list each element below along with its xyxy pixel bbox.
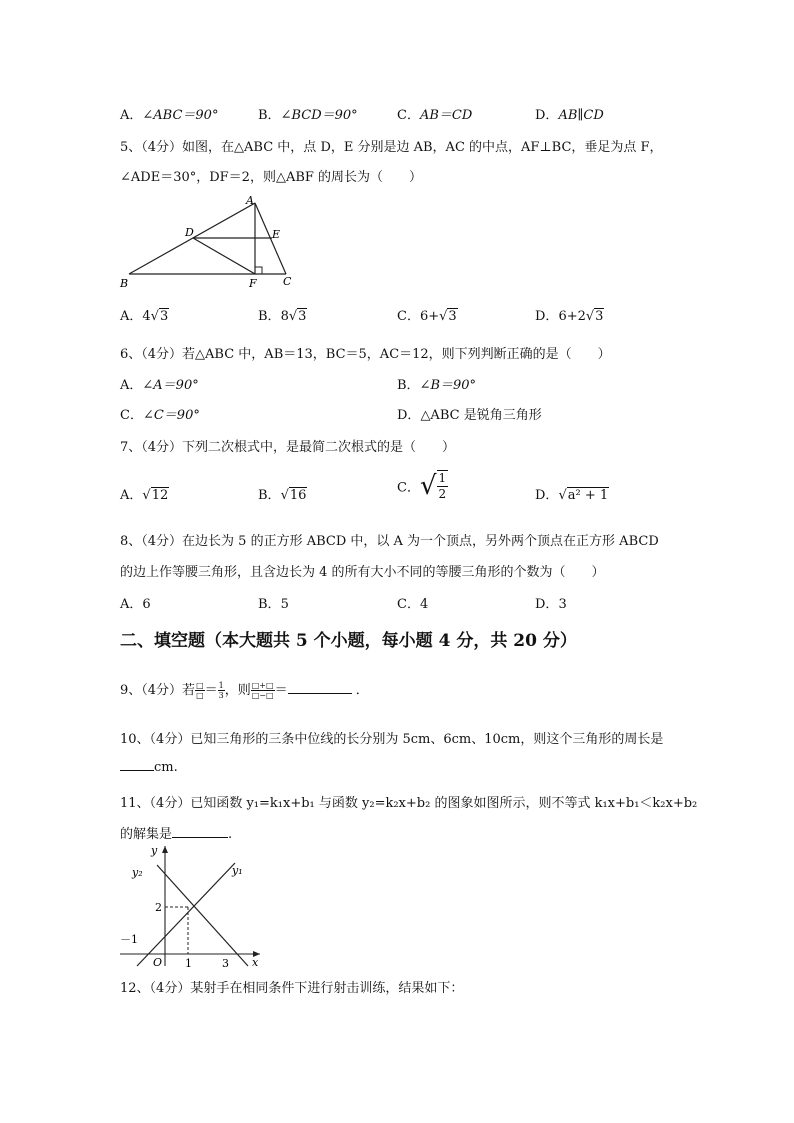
q5-option-a: A．4√3 [120,309,169,324]
q11-stem-line1: 11、（4分）已知函数 y₁=k₁x+b₁ 与函数 y₂=k₂x+b₂ 的图象如图所示，则不等式 k₁x+b₁＜k₂x+b₂ [120,796,698,811]
q9-answer-blank[interactable] [288,693,352,694]
q10-stem: 10、（4分）已知三角形的三条中位线的长分别为 5cm、6cm、10cm，则这个三角形的周长是 [120,732,664,747]
y-tick-2-label: 2 [155,901,162,914]
point-c-label: C [283,275,292,288]
point-a-label: A [246,194,254,207]
q8-option-c: C．4 [397,597,429,612]
y2-line-label: y₂ [132,866,143,879]
q12-stem: 12、（4分）某射手在相同条件下进行射击训练，结果如下： [120,981,464,996]
q7-option-d: D．√a² + 1 [535,488,609,503]
q11-stem-line2: 的解集是 . [120,827,233,842]
q5-triangle-figure [115,192,305,292]
q5-option-c: C．6+√3 [397,309,457,324]
q6-option-a: A．∠A＝90° [120,378,199,393]
q6-option-c: C．∠C＝90° [120,408,200,423]
q10-answer-blank[interactable] [120,770,154,771]
y1-line-label: y₁ [232,864,243,877]
q8-stem-line1: 8、（4分）在边长为 5 的正方形 ABCD 中，以 A 为一个顶点，另外两个顶点在正方形 ABCD [120,534,659,549]
q5-stem-line1: 5、（4分）如图，在△ABC 中，点 D，E 分别是边 AB，AC 的中点，AF⊥BC，垂足为点 F， [120,140,663,155]
section-2-heading: 二、填空题（本大题共 5 个小题，每小题 4 分，共 20 分） [120,631,577,651]
q11-function-graph [115,840,275,970]
q9-stem: 9、（4分）若 $\frac{□}{□}$ ＝ $\frac{1}{3}$ ，则 $\frac{□+□}{□-□}$ ＝ ． [120,681,369,700]
q7-option-c: C．√ $\frac{1}{2}$ [397,471,447,501]
q6-option-d: D．△ABC 是锐角三角形 [397,408,542,423]
q8-option-b: B．5 [258,597,289,612]
q6-option-b: B．∠B＝90° [397,378,477,393]
q4-option-c: C．AB＝CD [397,108,473,123]
q7-option-a: A．√12 [120,488,169,503]
point-f-label: F [249,277,257,290]
q8-option-a: A．6 [120,597,151,612]
q4-option-a: A．∠ABC＝90° [120,108,219,123]
q5-option-d: D．6+2√3 [535,309,604,324]
x-axis-label: x [252,956,259,969]
q4-option-b: B．∠BCD＝90° [258,108,358,123]
q5-option-b: B．8√3 [258,309,307,324]
q8-option-d: D．3 [535,597,567,612]
y-intercept-neg1-label: －1 [120,933,138,946]
origin-label: O [153,956,163,969]
q4-option-d: D．AB∥CD [535,108,604,123]
q7-option-b: B．√16 [258,488,307,503]
q11-answer-blank[interactable] [172,837,228,838]
point-b-label: B [120,277,129,290]
q10-answer-line: cm. [120,760,178,775]
q5-stem-line2: ∠ADE＝30°，DF＝2，则△ABF 的周长为（ ） [120,170,423,185]
y-axis-label: y [151,844,158,857]
q8-stem-line2: 的边上作等腰三角形，且含边长为 4 的所有大小不同的等腰三角形的个数为（ ） [120,565,605,580]
x-tick-3-label: 3 [222,957,229,970]
point-d-label: D [185,226,194,239]
point-e-label: E [272,228,281,241]
q7-stem: 7、（4分）下列二次根式中，是最简二次根式的是（ ） [120,440,456,455]
q6-stem: 6、（4分）若△ABC 中，AB＝13，BC＝5，AC＝12，则下列判断正确的是（ ） [120,347,611,362]
x-tick-1-label: 1 [185,957,192,970]
